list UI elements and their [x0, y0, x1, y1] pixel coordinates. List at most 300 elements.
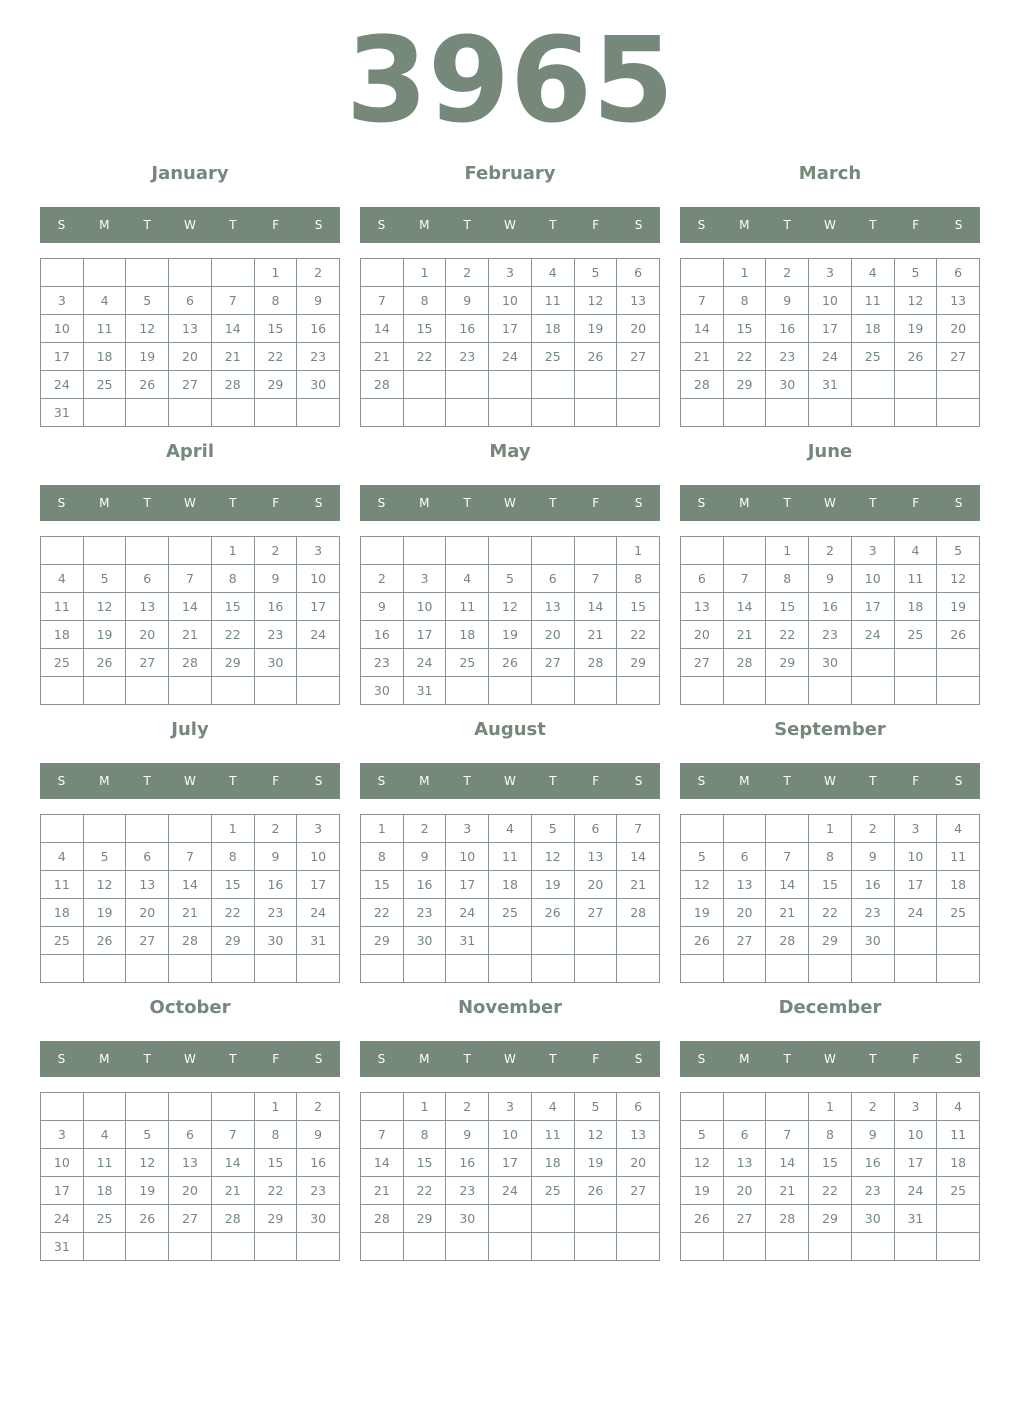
day-cell: 16 [404, 871, 447, 899]
weekday-label: M [419, 218, 430, 232]
empty-day-cell [681, 399, 724, 427]
day-cell: 11 [937, 1121, 980, 1149]
empty-day-cell [41, 537, 84, 565]
empty-day-cell [41, 677, 84, 705]
day-cell: 7 [212, 1121, 255, 1149]
day-cell: 20 [575, 871, 618, 899]
empty-day-cell [766, 815, 809, 843]
day-cell: 21 [361, 1177, 404, 1205]
day-cell: 4 [84, 287, 127, 315]
empty-day-cell [41, 1093, 84, 1121]
day-cell: 4 [532, 259, 575, 287]
day-cell: 20 [532, 621, 575, 649]
weekday-label: S [954, 774, 963, 788]
day-cell: 12 [681, 1149, 724, 1177]
empty-day-cell [297, 1233, 340, 1261]
weekday-header [40, 485, 340, 521]
empty-day-cell [724, 815, 767, 843]
day-cell: 2 [361, 565, 404, 593]
day-cell: 12 [84, 871, 127, 899]
day-cell: 18 [41, 899, 84, 927]
empty-day-cell [766, 1093, 809, 1121]
empty-day-cell [489, 955, 532, 983]
day-cell: 20 [617, 315, 660, 343]
day-cell: 1 [212, 537, 255, 565]
empty-day-cell [617, 677, 660, 705]
weekday-label: S [954, 218, 963, 232]
empty-day-cell [446, 537, 489, 565]
day-cell: 15 [766, 593, 809, 621]
weekday-label: M [739, 218, 750, 232]
weekday-label: T [463, 774, 471, 788]
day-cell: 27 [617, 343, 660, 371]
day-cell: 7 [212, 287, 255, 315]
weekday-label: W [184, 218, 196, 232]
empty-day-cell [852, 677, 895, 705]
day-cell: 22 [766, 621, 809, 649]
empty-day-cell [724, 955, 767, 983]
month-september [680, 714, 980, 992]
weekday-label: S [57, 774, 66, 788]
empty-day-cell [126, 1233, 169, 1261]
day-cell: 9 [446, 1121, 489, 1149]
weekday-label: T [869, 774, 877, 788]
day-cell: 22 [212, 621, 255, 649]
weekday-label: S [697, 496, 706, 510]
weekday-label: M [99, 1052, 110, 1066]
day-cell: 7 [766, 1121, 809, 1149]
empty-day-cell [575, 927, 618, 955]
day-cell: 18 [532, 315, 575, 343]
day-cell: 11 [852, 287, 895, 315]
empty-day-cell [212, 1233, 255, 1261]
empty-day-cell [937, 1233, 980, 1261]
day-cell: 7 [169, 843, 212, 871]
weekday-label: T [229, 774, 237, 788]
day-cell: 7 [169, 565, 212, 593]
day-cell: 21 [361, 343, 404, 371]
day-cell: 29 [212, 927, 255, 955]
day-cell: 20 [169, 343, 212, 371]
empty-day-cell [937, 955, 980, 983]
day-cell: 29 [809, 1205, 852, 1233]
day-cell: 11 [41, 593, 84, 621]
day-cell: 2 [766, 259, 809, 287]
empty-day-cell [532, 677, 575, 705]
weekday-label: S [634, 218, 643, 232]
day-cell: 11 [489, 843, 532, 871]
day-cell: 27 [617, 1177, 660, 1205]
weekday-header [40, 1041, 340, 1077]
day-cell: 16 [809, 593, 852, 621]
day-cell: 23 [297, 1177, 340, 1205]
empty-day-cell [895, 927, 938, 955]
day-cell: 11 [937, 843, 980, 871]
day-cell: 9 [404, 843, 447, 871]
day-cell: 13 [126, 871, 169, 899]
weekday-label: F [592, 218, 600, 232]
day-cell: 19 [937, 593, 980, 621]
empty-day-cell [617, 927, 660, 955]
day-cell: 9 [297, 287, 340, 315]
empty-day-cell [809, 1233, 852, 1261]
day-cell: 3 [41, 1121, 84, 1149]
day-cell: 22 [255, 1177, 298, 1205]
day-cell: 17 [895, 871, 938, 899]
day-cell: 19 [126, 343, 169, 371]
day-grid [360, 1092, 660, 1261]
day-cell: 31 [41, 399, 84, 427]
empty-day-cell [212, 259, 255, 287]
day-cell: 30 [446, 1205, 489, 1233]
empty-day-cell [361, 399, 404, 427]
day-cell: 8 [404, 1121, 447, 1149]
day-cell: 6 [681, 565, 724, 593]
empty-day-cell [84, 677, 127, 705]
day-cell: 25 [937, 1177, 980, 1205]
empty-day-cell [681, 1233, 724, 1261]
day-grid [680, 814, 980, 983]
day-cell: 16 [361, 621, 404, 649]
empty-day-cell [361, 537, 404, 565]
day-cell: 3 [809, 259, 852, 287]
day-cell: 1 [766, 537, 809, 565]
day-cell: 9 [852, 843, 895, 871]
day-cell: 23 [255, 899, 298, 927]
day-cell: 25 [489, 899, 532, 927]
day-cell: 5 [84, 843, 127, 871]
day-cell: 14 [724, 593, 767, 621]
empty-day-cell [255, 399, 298, 427]
day-cell: 3 [895, 1093, 938, 1121]
weekday-label: S [57, 218, 66, 232]
empty-day-cell [575, 371, 618, 399]
day-cell: 10 [852, 565, 895, 593]
weekday-label: W [504, 774, 516, 788]
day-cell: 7 [575, 565, 618, 593]
day-cell: 6 [575, 815, 618, 843]
day-cell: 23 [446, 343, 489, 371]
empty-day-cell [575, 1205, 618, 1233]
empty-day-cell [681, 677, 724, 705]
day-cell: 15 [809, 1149, 852, 1177]
day-cell: 27 [681, 649, 724, 677]
day-cell: 10 [41, 1149, 84, 1177]
empty-day-cell [724, 399, 767, 427]
empty-day-cell [169, 537, 212, 565]
empty-day-cell [84, 955, 127, 983]
weekday-label: W [184, 774, 196, 788]
day-cell: 5 [575, 1093, 618, 1121]
day-cell: 17 [41, 1177, 84, 1205]
day-cell: 17 [852, 593, 895, 621]
day-cell: 28 [724, 649, 767, 677]
weekday-label: S [314, 218, 323, 232]
day-cell: 9 [255, 565, 298, 593]
empty-day-cell [766, 399, 809, 427]
empty-day-cell [446, 955, 489, 983]
day-cell: 31 [297, 927, 340, 955]
month-july [40, 714, 340, 992]
day-cell: 26 [575, 343, 618, 371]
day-cell: 5 [895, 259, 938, 287]
month-name: June [807, 441, 853, 462]
day-cell: 1 [404, 1093, 447, 1121]
day-cell: 10 [41, 315, 84, 343]
empty-day-cell [169, 955, 212, 983]
day-cell: 25 [852, 343, 895, 371]
empty-day-cell [297, 955, 340, 983]
empty-day-cell [575, 1233, 618, 1261]
weekday-label: F [272, 1052, 280, 1066]
day-cell: 20 [681, 621, 724, 649]
weekday-label: S [954, 496, 963, 510]
empty-day-cell [126, 1093, 169, 1121]
weekday-label: W [504, 1052, 516, 1066]
empty-day-cell [681, 259, 724, 287]
empty-day-cell [617, 955, 660, 983]
day-cell: 31 [41, 1233, 84, 1261]
weekday-label: W [504, 218, 516, 232]
day-cell: 22 [212, 899, 255, 927]
day-cell: 21 [724, 621, 767, 649]
weekday-label: T [869, 496, 877, 510]
empty-day-cell [446, 371, 489, 399]
day-grid [680, 1092, 980, 1261]
day-cell: 25 [84, 371, 127, 399]
day-cell: 13 [617, 287, 660, 315]
day-cell: 10 [446, 843, 489, 871]
empty-day-cell [169, 677, 212, 705]
day-cell: 22 [617, 621, 660, 649]
month-name: October [149, 997, 231, 1018]
day-cell: 17 [489, 315, 532, 343]
day-cell: 30 [361, 677, 404, 705]
weekday-label: F [912, 496, 920, 510]
day-cell: 10 [895, 1121, 938, 1149]
empty-day-cell [489, 1205, 532, 1233]
empty-day-cell [809, 399, 852, 427]
weekday-label: S [697, 774, 706, 788]
empty-day-cell [852, 955, 895, 983]
day-cell: 31 [809, 371, 852, 399]
day-cell: 26 [84, 927, 127, 955]
day-cell: 20 [724, 1177, 767, 1205]
day-cell: 27 [169, 1205, 212, 1233]
empty-day-cell [937, 371, 980, 399]
empty-day-cell [169, 259, 212, 287]
day-cell: 5 [937, 537, 980, 565]
day-cell: 11 [41, 871, 84, 899]
day-cell: 26 [126, 1205, 169, 1233]
day-cell: 19 [681, 899, 724, 927]
day-cell: 27 [126, 649, 169, 677]
day-cell: 30 [852, 1205, 895, 1233]
day-cell: 3 [297, 815, 340, 843]
day-cell: 13 [724, 871, 767, 899]
day-cell: 23 [766, 343, 809, 371]
day-cell: 10 [489, 1121, 532, 1149]
day-cell: 2 [446, 1093, 489, 1121]
day-cell: 4 [84, 1121, 127, 1149]
day-cell: 1 [212, 815, 255, 843]
weekday-label: S [954, 1052, 963, 1066]
empty-day-cell [297, 649, 340, 677]
month-name: December [778, 997, 882, 1018]
day-cell: 8 [724, 287, 767, 315]
day-cell: 29 [766, 649, 809, 677]
day-cell: 17 [809, 315, 852, 343]
weekday-label: T [783, 496, 791, 510]
day-cell: 16 [297, 315, 340, 343]
day-cell: 1 [255, 1093, 298, 1121]
weekday-label: W [824, 218, 836, 232]
empty-day-cell [617, 371, 660, 399]
day-cell: 8 [809, 843, 852, 871]
day-cell: 3 [297, 537, 340, 565]
empty-day-cell [489, 1233, 532, 1261]
day-cell: 20 [937, 315, 980, 343]
empty-day-cell [84, 537, 127, 565]
day-cell: 15 [404, 315, 447, 343]
day-cell: 16 [766, 315, 809, 343]
day-cell: 8 [766, 565, 809, 593]
day-cell: 17 [404, 621, 447, 649]
day-cell: 30 [255, 649, 298, 677]
day-cell: 23 [404, 899, 447, 927]
day-cell: 24 [809, 343, 852, 371]
empty-day-cell [84, 1233, 127, 1261]
weekday-header [360, 485, 660, 521]
weekday-header [40, 763, 340, 799]
weekday-label: T [783, 774, 791, 788]
day-cell: 13 [169, 315, 212, 343]
day-cell: 28 [766, 1205, 809, 1233]
day-cell: 21 [681, 343, 724, 371]
month-name: August [474, 719, 546, 740]
day-cell: 1 [255, 259, 298, 287]
empty-day-cell [681, 537, 724, 565]
weekday-header [680, 1041, 980, 1077]
day-cell: 11 [446, 593, 489, 621]
day-cell: 30 [297, 371, 340, 399]
day-cell: 6 [532, 565, 575, 593]
day-cell: 2 [297, 1093, 340, 1121]
empty-day-cell [809, 677, 852, 705]
day-cell: 18 [532, 1149, 575, 1177]
empty-day-cell [404, 1233, 447, 1261]
day-cell: 14 [361, 315, 404, 343]
month-may [360, 436, 660, 714]
empty-day-cell [404, 399, 447, 427]
day-cell: 18 [895, 593, 938, 621]
weekday-label: W [824, 1052, 836, 1066]
day-cell: 20 [126, 621, 169, 649]
day-cell: 28 [212, 1205, 255, 1233]
day-cell: 29 [361, 927, 404, 955]
day-cell: 4 [446, 565, 489, 593]
day-cell: 13 [724, 1149, 767, 1177]
day-cell: 25 [937, 899, 980, 927]
day-cell: 25 [41, 649, 84, 677]
day-cell: 13 [681, 593, 724, 621]
day-cell: 17 [297, 593, 340, 621]
day-cell: 15 [255, 1149, 298, 1177]
weekday-header [360, 1041, 660, 1077]
empty-day-cell [255, 677, 298, 705]
month-name: September [774, 719, 886, 740]
day-cell: 15 [255, 315, 298, 343]
empty-day-cell [84, 815, 127, 843]
weekday-header [680, 485, 980, 521]
day-cell: 21 [212, 343, 255, 371]
day-cell: 10 [297, 843, 340, 871]
empty-day-cell [532, 955, 575, 983]
day-cell: 2 [255, 537, 298, 565]
weekday-label: S [634, 1052, 643, 1066]
day-cell: 11 [84, 1149, 127, 1177]
empty-day-cell [297, 677, 340, 705]
day-cell: 14 [575, 593, 618, 621]
empty-day-cell [724, 677, 767, 705]
day-cell: 22 [809, 899, 852, 927]
day-cell: 25 [84, 1205, 127, 1233]
weekday-label: S [57, 1052, 66, 1066]
day-cell: 1 [724, 259, 767, 287]
month-name: March [798, 163, 862, 184]
day-cell: 10 [895, 843, 938, 871]
day-cell: 1 [361, 815, 404, 843]
empty-day-cell [489, 537, 532, 565]
day-cell: 28 [361, 371, 404, 399]
weekday-label: S [377, 1052, 386, 1066]
empty-day-cell [937, 649, 980, 677]
empty-day-cell [361, 259, 404, 287]
day-cell: 26 [937, 621, 980, 649]
weekday-label: T [549, 1052, 557, 1066]
day-cell: 25 [41, 927, 84, 955]
day-cell: 26 [895, 343, 938, 371]
empty-day-cell [575, 677, 618, 705]
day-cell: 19 [489, 621, 532, 649]
day-cell: 24 [41, 371, 84, 399]
day-cell: 5 [532, 815, 575, 843]
day-cell: 24 [895, 899, 938, 927]
weekday-label: M [419, 1052, 430, 1066]
month-february [360, 158, 660, 436]
weekday-label: T [143, 774, 151, 788]
empty-day-cell [937, 399, 980, 427]
day-cell: 7 [681, 287, 724, 315]
weekday-label: W [184, 496, 196, 510]
day-cell: 12 [489, 593, 532, 621]
day-cell: 19 [895, 315, 938, 343]
day-cell: 19 [126, 1177, 169, 1205]
day-cell: 16 [446, 315, 489, 343]
empty-day-cell [489, 399, 532, 427]
day-cell: 19 [84, 621, 127, 649]
empty-day-cell [895, 1233, 938, 1261]
empty-day-cell [446, 1233, 489, 1261]
weekday-label: T [229, 1052, 237, 1066]
day-cell: 21 [169, 621, 212, 649]
day-cell: 10 [809, 287, 852, 315]
weekday-label: T [229, 496, 237, 510]
day-cell: 9 [297, 1121, 340, 1149]
day-cell: 26 [489, 649, 532, 677]
day-cell: 6 [617, 259, 660, 287]
day-cell: 31 [404, 677, 447, 705]
